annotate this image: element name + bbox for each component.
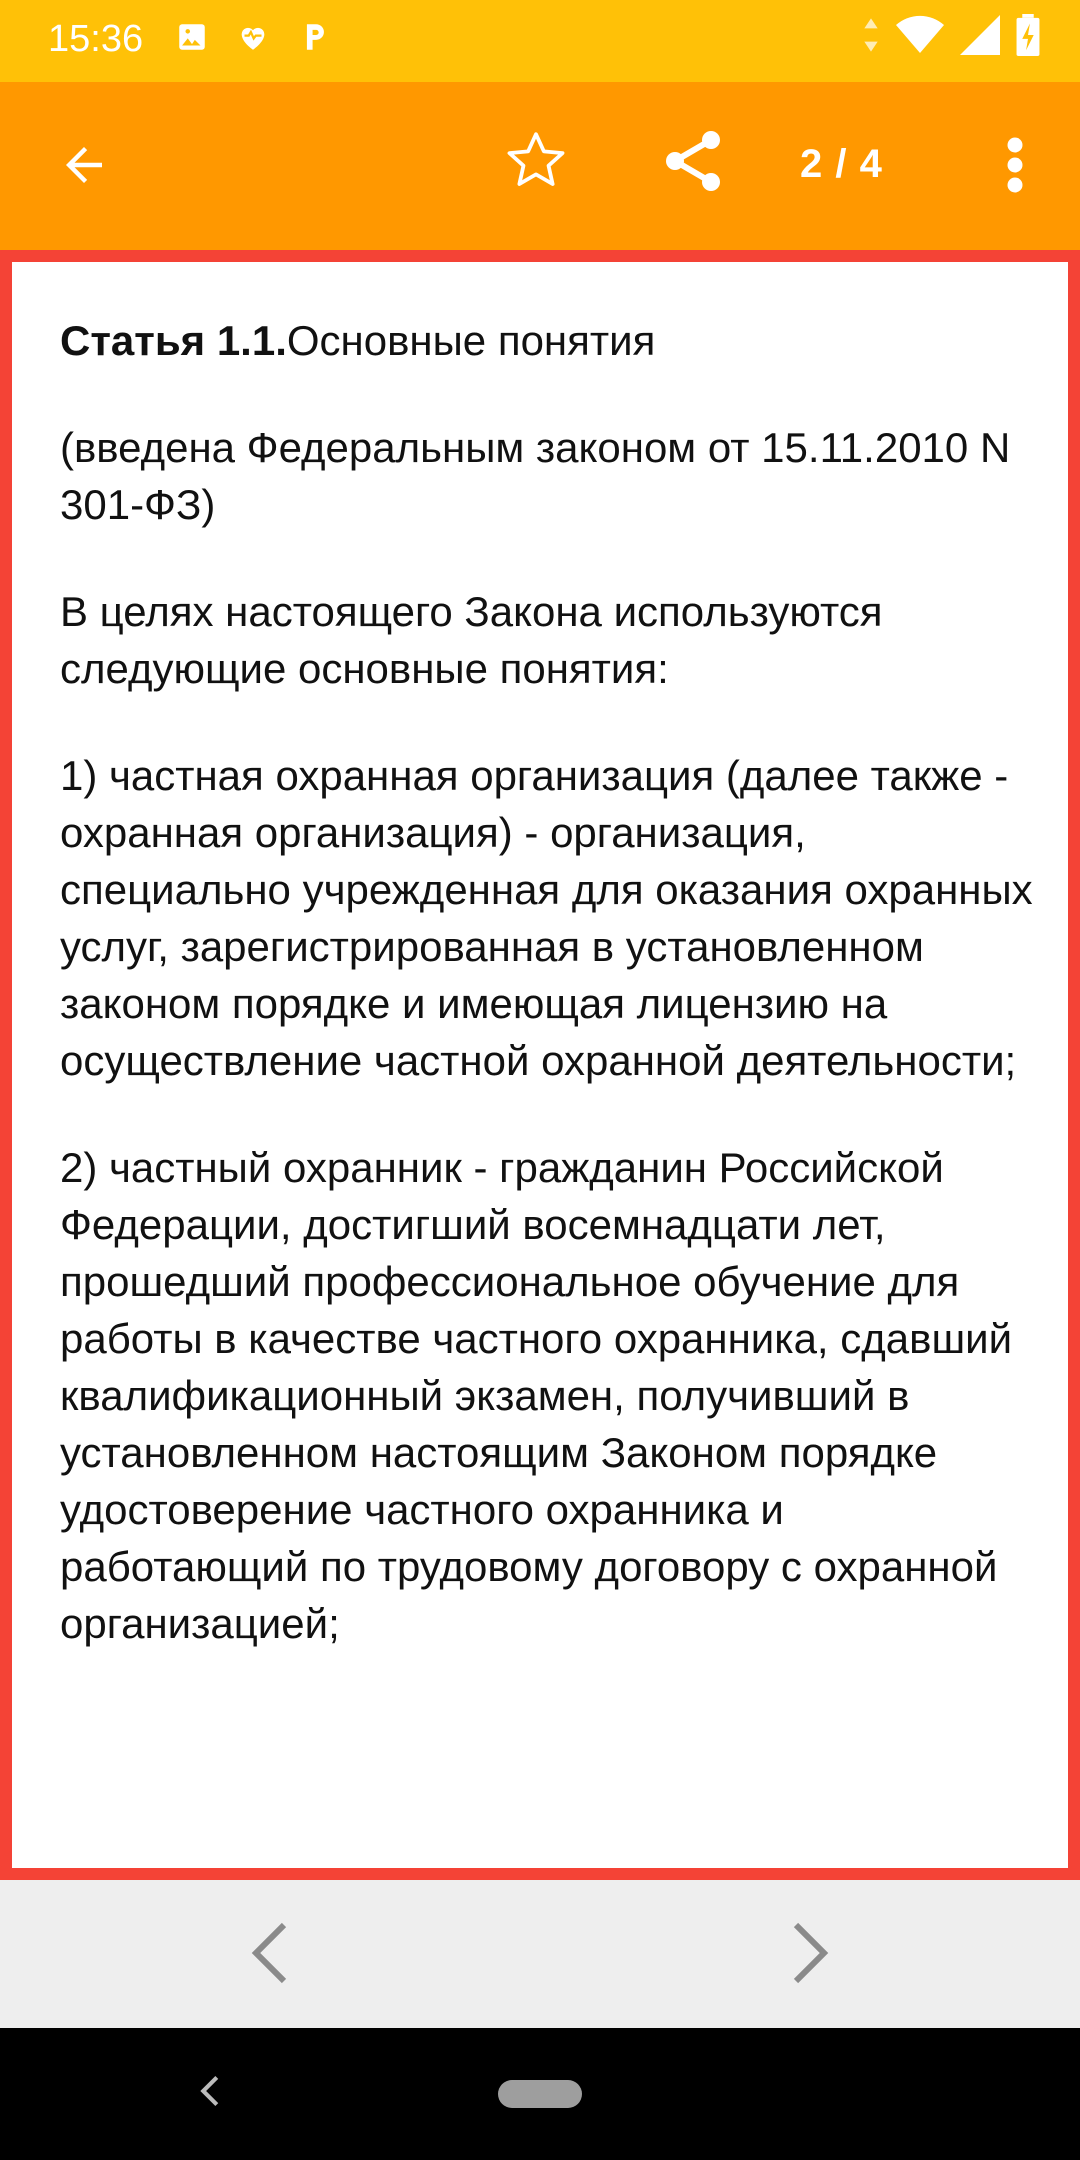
image-icon	[175, 20, 209, 59]
chevron-right-icon	[790, 1921, 830, 1990]
cell-signal-icon	[960, 15, 1000, 60]
article-title	[60, 312, 1040, 369]
more-vert-icon	[1005, 135, 1025, 200]
chevron-left-icon	[250, 1921, 290, 1990]
parking-icon	[297, 18, 331, 61]
previous-page-button[interactable]	[230, 1915, 310, 1995]
article-frame[interactable]	[0, 250, 1080, 1880]
article-number: Статья 1.1.	[60, 317, 287, 364]
article-body	[60, 312, 1040, 1702]
article-paragraph: (введена Федеральным законом от 15.11.2010 N 301-ФЗ)	[60, 424, 1011, 528]
page-navigation	[0, 1880, 1080, 2028]
back-button[interactable]	[44, 127, 124, 207]
back-arrow-icon	[57, 138, 111, 197]
battery-charging-icon	[1016, 14, 1040, 61]
share-button[interactable]	[650, 120, 736, 206]
article-heading: Основные понятия	[286, 317, 656, 364]
wifi-icon	[896, 15, 944, 60]
star-outline-icon	[501, 126, 571, 201]
health-icon	[235, 20, 271, 59]
page-counter: 2 / 4	[800, 142, 883, 186]
status-time: 15:36	[48, 18, 144, 60]
status-icons-left	[175, 18, 331, 61]
system-back-button[interactable]	[190, 2068, 230, 2118]
share-icon	[657, 125, 729, 202]
next-page-button[interactable]	[770, 1915, 850, 1995]
system-navigation-bar	[0, 2028, 1080, 2160]
status-icons-right	[862, 14, 1040, 61]
article-paragraph: В целях настоящего Закона используются следующие основные понятия:	[60, 588, 883, 692]
status-bar	[0, 0, 1080, 82]
favorite-button[interactable]	[495, 122, 577, 204]
system-back-icon	[199, 2074, 221, 2113]
article-paragraph: 2) частный охранник - гражданин Российской Федерации, достигший восемнадцати лет, прошедший профессиональное обучение для работы в качестве частного охранника, сдавший квалификационный экзамен, получивший в установленном настоящим Законом порядке удостоверение частного охранника и работающий по трудовому договору с охранной организацией;	[60, 1144, 1013, 1647]
article-paragraph: 1) частная охранная организация (далее также - охранная организация) - организация, специально учрежденная для оказания охранных услуг, зарегистрированная в установленном законом порядке и имеющая лицензию на осуществление частной охранной деятельности;	[60, 752, 1033, 1084]
app-bar	[0, 82, 1080, 250]
data-arrows-icon	[862, 15, 880, 60]
more-options-button[interactable]	[990, 132, 1040, 202]
system-home-pill[interactable]	[498, 2080, 582, 2108]
